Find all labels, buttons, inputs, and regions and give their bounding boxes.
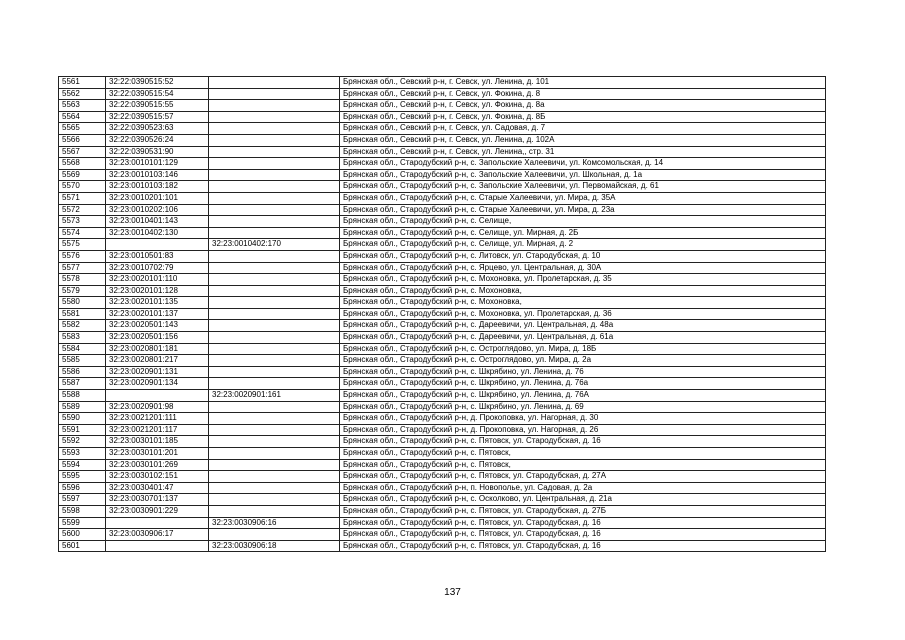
address-cell: Брянская обл., Стародубский р-н, с. Селище, ул. Мирная, д. 2 [340, 239, 826, 251]
table-row [59, 424, 826, 436]
cadastral-number-cell: 32:22:0390523:63 [106, 123, 209, 135]
page-number: 137 [444, 587, 461, 598]
table-row [59, 332, 826, 344]
address-cell: Брянская обл., Стародубский р-н, с. Селище, [340, 216, 826, 228]
cadastral-number-2-cell [209, 192, 340, 204]
cadastral-number-2-cell: 32:23:0020901:161 [209, 390, 340, 402]
cadastral-number-2-cell [209, 181, 340, 193]
cadastral-number-cell: 32:23:0020901:134 [106, 378, 209, 390]
address-cell: Брянская обл., Севский р-н, г. Севск, ул. Ленина,, стр. 31 [340, 146, 826, 158]
address-cell: Брянская обл., Стародубский р-н, с. Старые Халеевичи, ул. Мира, д. 23а [340, 204, 826, 216]
cadastral-number-cell: 32:23:0021201:117 [106, 424, 209, 436]
cadastral-number-2-cell [209, 123, 340, 135]
cadastral-number-2-cell [209, 505, 340, 517]
cadastral-number-2-cell [209, 204, 340, 216]
row-number-cell: 5569 [59, 169, 106, 181]
cadastral-number-cell: 32:22:0390515:57 [106, 111, 209, 123]
cadastral-number-2-cell [209, 366, 340, 378]
row-number-cell: 5570 [59, 181, 106, 193]
cadastral-number-cell: 32:23:0020801:217 [106, 355, 209, 367]
row-number-cell: 5592 [59, 436, 106, 448]
cadastral-number-cell: 32:23:0020101:135 [106, 297, 209, 309]
address-cell: Брянская обл., Севский р-н, г. Севск, ул. Фокина, д. 8а [340, 100, 826, 112]
cadastral-number-2-cell [209, 169, 340, 181]
row-number-cell: 5600 [59, 529, 106, 541]
table-row [59, 366, 826, 378]
row-number-cell: 5581 [59, 308, 106, 320]
table-row [59, 355, 826, 367]
cadastral-number-cell: 32:23:0030101:185 [106, 436, 209, 448]
table-row [59, 343, 826, 355]
address-cell: Брянская обл., Стародубский р-н, п. Новополье, ул. Садовая, д. 2а [340, 482, 826, 494]
table-row [59, 169, 826, 181]
cadastral-number-cell: 32:23:0020901:98 [106, 401, 209, 413]
row-number-cell: 5586 [59, 366, 106, 378]
row-number-cell: 5589 [59, 401, 106, 413]
cadastral-number-cell: 32:23:0021201:111 [106, 413, 209, 425]
table-row [59, 204, 826, 216]
table-row [59, 77, 826, 89]
cadastral-number-cell: 32:23:0020101:128 [106, 285, 209, 297]
cadastral-number-cell: 32:22:0390515:54 [106, 88, 209, 100]
row-number-cell: 5594 [59, 459, 106, 471]
table-row [59, 111, 826, 123]
row-number-cell: 5587 [59, 378, 106, 390]
table-row [59, 459, 826, 471]
cadastral-number-cell: 32:23:0020101:137 [106, 308, 209, 320]
cadastral-number-2-cell [209, 482, 340, 494]
cadastral-number-2-cell [209, 227, 340, 239]
table-row [59, 436, 826, 448]
table-row [59, 100, 826, 112]
table-body [59, 77, 826, 552]
cadastral-number-2-cell [209, 529, 340, 541]
address-cell: Брянская обл., Стародубский р-н, с. Пятовск, [340, 448, 826, 460]
table-row [59, 250, 826, 262]
cadastral-number-cell [106, 517, 209, 529]
cadastral-number-cell: 32:22:0390531:90 [106, 146, 209, 158]
address-cell: Брянская обл., Стародубский р-н, с. Мохоновка, [340, 285, 826, 297]
table-row [59, 239, 826, 251]
cadastral-number-2-cell [209, 355, 340, 367]
address-cell: Брянская обл., Стародубский р-н, с. Мохоновка, ул. Пролетарская, д. 35 [340, 274, 826, 286]
row-number-cell: 5572 [59, 204, 106, 216]
cadastral-number-cell: 32:23:0010201:101 [106, 192, 209, 204]
row-number-cell: 5574 [59, 227, 106, 239]
cadastral-number-cell: 32:23:0020101:110 [106, 274, 209, 286]
cadastral-number-2-cell: 32:23:0030906:16 [209, 517, 340, 529]
cadastral-number-2-cell [209, 332, 340, 344]
table-row [59, 297, 826, 309]
row-number-cell: 5573 [59, 216, 106, 228]
row-number-cell: 5575 [59, 239, 106, 251]
table-row [59, 505, 826, 517]
row-number-cell: 5566 [59, 134, 106, 146]
cadastral-number-2-cell [209, 158, 340, 170]
address-cell: Брянская обл., Стародубский р-н, с. Пятовск, [340, 459, 826, 471]
row-number-cell: 5562 [59, 88, 106, 100]
cadastral-number-cell: 32:23:0030901:229 [106, 505, 209, 517]
cadastral-number-cell: 32:23:0010101:129 [106, 158, 209, 170]
table-row [59, 390, 826, 402]
row-number-cell: 5564 [59, 111, 106, 123]
address-cell: Брянская обл., Стародубский р-н, с. Запольские Халеевичи, ул. Школьная, д. 1а [340, 169, 826, 181]
cadastral-number-2-cell [209, 343, 340, 355]
address-cell: Брянская обл., Стародубский р-н, с. Дареевичи, ул. Центральная, д. 61а [340, 332, 826, 344]
cadastral-number-cell: 32:23:0020501:143 [106, 320, 209, 332]
row-number-cell: 5598 [59, 505, 106, 517]
address-cell: Брянская обл., Стародубский р-н, с. Дареевичи, ул. Центральная, д. 48а [340, 320, 826, 332]
cadastral-number-2-cell [209, 88, 340, 100]
row-number-cell: 5588 [59, 390, 106, 402]
row-number-cell: 5593 [59, 448, 106, 460]
cadastral-number-cell: 32:23:0030701:137 [106, 494, 209, 506]
row-number-cell: 5567 [59, 146, 106, 158]
table-row [59, 401, 826, 413]
table-row [59, 320, 826, 332]
cadastral-number-2-cell [209, 134, 340, 146]
cadastral-number-cell: 32:22:0390526:24 [106, 134, 209, 146]
cadastral-number-2-cell [209, 378, 340, 390]
address-cell: Брянская обл., Стародубский р-н, с. Пятовск, ул. Стародубская, д. 16 [340, 540, 826, 552]
row-number-cell: 5576 [59, 250, 106, 262]
address-cell: Брянская обл., Стародубский р-н, с. Запольские Халеевичи, ул. Первомайская, д. 61 [340, 181, 826, 193]
cadastral-number-cell: 32:23:0010402:130 [106, 227, 209, 239]
address-cell: Брянская обл., Стародубский р-н, д. Прокоповка, ул. Нагорная, д. 30 [340, 413, 826, 425]
address-cell: Брянская обл., Стародубский р-н, с. Осколково, ул. Центральная, д. 21а [340, 494, 826, 506]
table-row [59, 529, 826, 541]
address-cell: Брянская обл., Стародубский р-н, с. Шкрябино, ул. Ленина, д. 76А [340, 390, 826, 402]
cadastral-number-2-cell [209, 494, 340, 506]
cadastral-number-cell: 32:23:0010702:79 [106, 262, 209, 274]
row-number-cell: 5584 [59, 343, 106, 355]
cadastral-number-cell: 32:23:0020801:181 [106, 343, 209, 355]
cadastral-number-cell: 32:22:0390515:55 [106, 100, 209, 112]
row-number-cell: 5577 [59, 262, 106, 274]
cadastral-number-2-cell [209, 448, 340, 460]
cadastral-number-2-cell [209, 436, 340, 448]
table-row [59, 378, 826, 390]
cadastral-number-cell: 32:23:0030101:269 [106, 459, 209, 471]
table-row [59, 413, 826, 425]
cadastral-number-2-cell [209, 100, 340, 112]
table-row [59, 540, 826, 552]
address-cell: Брянская обл., Стародубский р-н, д. Прокоповка, ул. Нагорная, д. 26 [340, 424, 826, 436]
address-cell: Брянская обл., Севский р-н, г. Севск, ул. Фокина, д. 8 [340, 88, 826, 100]
cadastral-number-2-cell: 32:23:0030906:18 [209, 540, 340, 552]
cadastral-number-cell [106, 239, 209, 251]
row-number-cell: 5578 [59, 274, 106, 286]
row-number-cell: 5585 [59, 355, 106, 367]
cadastral-number-cell [106, 390, 209, 402]
row-number-cell: 5571 [59, 192, 106, 204]
row-number-cell: 5561 [59, 77, 106, 89]
table-row [59, 158, 826, 170]
address-cell: Брянская обл., Севский р-н, г. Севск, ул. Садовая, д. 7 [340, 123, 826, 135]
table-row [59, 285, 826, 297]
cadastral-number-cell: 32:23:0030401:47 [106, 482, 209, 494]
row-number-cell: 5590 [59, 413, 106, 425]
row-number-cell: 5596 [59, 482, 106, 494]
table-row [59, 146, 826, 158]
address-cell: Брянская обл., Стародубский р-н, с. Пятовск, ул. Стародубская, д. 16 [340, 529, 826, 541]
row-number-cell: 5580 [59, 297, 106, 309]
cadastral-number-2-cell [209, 459, 340, 471]
address-cell: Брянская обл., Стародубский р-н, с. Старые Халеевичи, ул. Мира, д. 35А [340, 192, 826, 204]
cadastral-number-cell: 32:23:0010103:146 [106, 169, 209, 181]
address-cell: Брянская обл., Стародубский р-н, с. Мохоновка, [340, 297, 826, 309]
row-number-cell: 5582 [59, 320, 106, 332]
cadastral-number-2-cell [209, 285, 340, 297]
cadastral-number-2-cell [209, 274, 340, 286]
row-number-cell: 5568 [59, 158, 106, 170]
address-cell: Брянская обл., Стародубский р-н, с. Пятовск, ул. Стародубская, д. 16 [340, 517, 826, 529]
cadastral-number-cell: 32:23:0020901:131 [106, 366, 209, 378]
table-row [59, 517, 826, 529]
address-cell: Брянская обл., Стародубский р-н, с. Остроглядово, ул. Мира, д. 2а [340, 355, 826, 367]
row-number-cell: 5601 [59, 540, 106, 552]
cadastral-number-cell: 32:23:0030102:151 [106, 471, 209, 483]
address-cell: Брянская обл., Стародубский р-н, с. Пятовск, ул. Стародубская, д. 27Б [340, 505, 826, 517]
table-row [59, 262, 826, 274]
cadastral-number-2-cell [209, 297, 340, 309]
cadastral-number-2-cell [209, 471, 340, 483]
table-row [59, 448, 826, 460]
row-number-cell: 5595 [59, 471, 106, 483]
row-number-cell: 5583 [59, 332, 106, 344]
address-cell: Брянская обл., Стародубский р-н, с. Пятовск, ул. Стародубская, д. 16 [340, 436, 826, 448]
cadastral-number-cell: 32:22:0390515:52 [106, 77, 209, 89]
cadastral-number-cell: 32:23:0010501:83 [106, 250, 209, 262]
table-row [59, 227, 826, 239]
cadastral-number-2-cell [209, 320, 340, 332]
table-row [59, 134, 826, 146]
table-row [59, 308, 826, 320]
address-cell: Брянская обл., Севский р-н, г. Севск, ул. Ленина, д. 102А [340, 134, 826, 146]
cadastral-number-2-cell [209, 262, 340, 274]
address-cell: Брянская обл., Стародубский р-н, с. Мохоновка, ул. Пролетарская, д. 36 [340, 308, 826, 320]
address-cell: Брянская обл., Стародубский р-н, с. Остроглядово, ул. Мира, д. 18Б [340, 343, 826, 355]
cadastral-number-2-cell [209, 216, 340, 228]
cadastral-number-2-cell [209, 401, 340, 413]
cadastral-number-2-cell [209, 424, 340, 436]
row-number-cell: 5597 [59, 494, 106, 506]
address-cell: Брянская обл., Севский р-н, г. Севск, ул. Ленина, д. 101 [340, 77, 826, 89]
table-row [59, 482, 826, 494]
table-row [59, 123, 826, 135]
row-number-cell: 5579 [59, 285, 106, 297]
row-number-cell: 5563 [59, 100, 106, 112]
cadastral-number-2-cell [209, 308, 340, 320]
cadastral-number-2-cell [209, 146, 340, 158]
cadastral-number-cell: 32:23:0030101:201 [106, 448, 209, 460]
row-number-cell: 5599 [59, 517, 106, 529]
address-cell: Брянская обл., Стародубский р-н, с. Селище, ул. Мирная, д. 2Б [340, 227, 826, 239]
cadastral-number-cell: 32:23:0010103:182 [106, 181, 209, 193]
row-number-cell: 5565 [59, 123, 106, 135]
table-row [59, 181, 826, 193]
cadastral-number-2-cell [209, 250, 340, 262]
cadastral-number-cell: 32:23:0010202:106 [106, 204, 209, 216]
row-number-cell: 5591 [59, 424, 106, 436]
table-row [59, 471, 826, 483]
cadastral-number-2-cell [209, 111, 340, 123]
cadastral-number-2-cell: 32:23:0010402:170 [209, 239, 340, 251]
address-cell: Брянская обл., Стародубский р-н, с. Ярцево, ул. Центральная, д. 30А [340, 262, 826, 274]
table-row [59, 216, 826, 228]
address-cell: Брянская обл., Стародубский р-н, с. Литовск, ул. Стародубская, д. 10 [340, 250, 826, 262]
address-cell: Брянская обл., Стародубский р-н, с. Шкрябино, ул. Ленина, д. 76 [340, 366, 826, 378]
table-row [59, 274, 826, 286]
cadastral-number-2-cell [209, 77, 340, 89]
cadastral-number-2-cell [209, 413, 340, 425]
cadastral-number-cell: 32:23:0010401:143 [106, 216, 209, 228]
address-cell: Брянская обл., Стародубский р-н, с. Шкрябино, ул. Ленина, д. 76а [340, 378, 826, 390]
table-row [59, 192, 826, 204]
address-cell: Брянская обл., Стародубский р-н, с. Пятовск, ул. Стародубская, д. 27А [340, 471, 826, 483]
address-cell: Брянская обл., Стародубский р-н, с. Запольские Халеевичи, ул. Комсомольская, д. 14 [340, 158, 826, 170]
cadastral-number-cell: 32:23:0020501:156 [106, 332, 209, 344]
address-cell: Брянская обл., Севский р-н, г. Севск, ул. Фокина, д. 8Б [340, 111, 826, 123]
table-row [59, 88, 826, 100]
cadastral-number-cell: 32:23:0030906:17 [106, 529, 209, 541]
property-register-table [58, 76, 826, 552]
address-cell: Брянская обл., Стародубский р-н, с. Шкрябино, ул. Ленина, д. 69 [340, 401, 826, 413]
table-row [59, 494, 826, 506]
cadastral-number-cell [106, 540, 209, 552]
